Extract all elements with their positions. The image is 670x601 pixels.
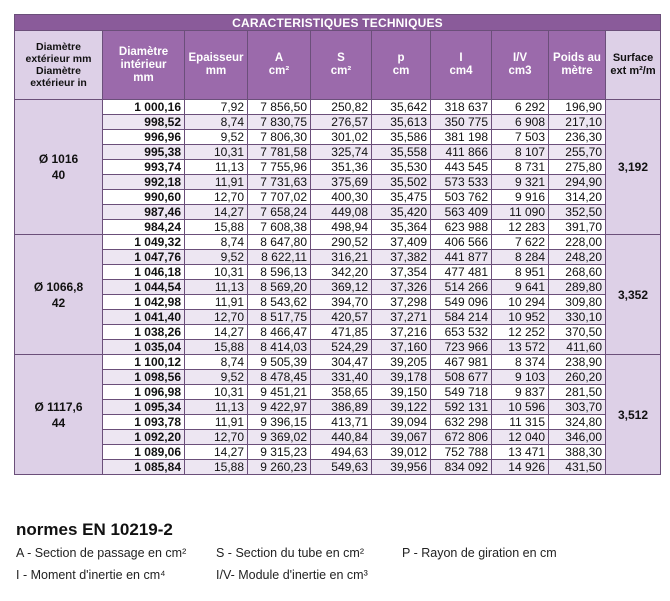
- cell-iv: 13 471: [492, 445, 549, 460]
- cell-a: 8 414,03: [248, 340, 311, 355]
- group-diameter-mm: Ø 1066,8: [33, 279, 84, 294]
- cell-i: 441 877: [431, 250, 492, 265]
- header-line: p: [397, 52, 405, 64]
- cell-s: 413,71: [311, 415, 372, 430]
- cell-p: 39,956: [372, 460, 431, 475]
- cell-a: 9 396,15: [248, 415, 311, 430]
- cell-i: 672 806: [431, 430, 492, 445]
- cell-poids: 217,10: [549, 115, 606, 130]
- cell-a: 9 315,23: [248, 445, 311, 460]
- cell-epaisseur: 12,70: [185, 190, 248, 205]
- cell-p: 35,558: [372, 145, 431, 160]
- header-line: I/V: [512, 52, 528, 64]
- group-surface-cell: 3,512: [606, 355, 661, 475]
- cell-a: 8 569,20: [248, 280, 311, 295]
- table-row: [15, 235, 661, 250]
- cell-a: 7 830,75: [248, 115, 311, 130]
- header-line: cm: [392, 65, 410, 77]
- cell-iv: 14 926: [492, 460, 549, 475]
- cell-i: 350 775: [431, 115, 492, 130]
- cell-iv: 11 090: [492, 205, 549, 220]
- header-line: Epaisseur: [188, 52, 244, 64]
- group-diameter-mm: Ø 1016: [38, 152, 79, 166]
- cell-i: 592 131: [431, 400, 492, 415]
- cell-poids: 294,90: [549, 175, 606, 190]
- cell-iv: 8 374: [492, 355, 549, 370]
- header-line: Diamètre: [36, 65, 81, 77]
- table-row: [15, 415, 661, 430]
- cell-iv: 13 572: [492, 340, 549, 355]
- cell-epaisseur: 15,88: [185, 340, 248, 355]
- cell-poids: 275,80: [549, 160, 606, 175]
- cell-epaisseur: 7,92: [185, 100, 248, 115]
- cell-epaisseur: 12,70: [185, 310, 248, 325]
- cell-epaisseur: 11,91: [185, 175, 248, 190]
- cell-iv: 7 622: [492, 235, 549, 250]
- legend-p: P - Rayon de giration en cm: [402, 546, 557, 560]
- legend-a: A - Section de passage en cm²: [16, 546, 187, 560]
- cell-s: 358,65: [311, 385, 372, 400]
- cell-diam-int: 987,46: [103, 205, 185, 220]
- cell-a: 7 608,38: [248, 220, 311, 235]
- cell-poids: 238,90: [549, 355, 606, 370]
- cell-diam-int: 992,18: [103, 175, 185, 190]
- cell-poids: 324,80: [549, 415, 606, 430]
- cell-s: 549,63: [311, 460, 372, 475]
- cell-s: 301,02: [311, 130, 372, 145]
- header-iv: [492, 31, 549, 100]
- cell-s: 524,29: [311, 340, 372, 355]
- cell-i: 503 762: [431, 190, 492, 205]
- cell-p: 35,613: [372, 115, 431, 130]
- table-row: [15, 205, 661, 220]
- legend-i: I - Moment d'inertie en cm⁴: [16, 568, 166, 582]
- cell-iv: 12 040: [492, 430, 549, 445]
- cell-i: 318 637: [431, 100, 492, 115]
- cell-p: 35,642: [372, 100, 431, 115]
- cell-epaisseur: 14,27: [185, 205, 248, 220]
- cell-epaisseur: 8,74: [185, 355, 248, 370]
- cell-a: 7 658,24: [248, 205, 311, 220]
- cell-i: 723 966: [431, 340, 492, 355]
- legend-iv: I/V- Module d'inertie en cm³: [216, 568, 368, 582]
- cell-a: 7 806,30: [248, 130, 311, 145]
- cell-diam-int: 1 096,98: [103, 385, 185, 400]
- cell-poids: 431,50: [549, 460, 606, 475]
- cell-s: 276,57: [311, 115, 372, 130]
- table-row: [15, 430, 661, 445]
- cell-diam-int: 998,52: [103, 115, 185, 130]
- cell-i: 584 214: [431, 310, 492, 325]
- cell-poids: 314,20: [549, 190, 606, 205]
- cell-s: 325,74: [311, 145, 372, 160]
- cell-i: 411 866: [431, 145, 492, 160]
- cell-s: 342,20: [311, 265, 372, 280]
- cell-a: 7 856,50: [248, 100, 311, 115]
- cell-a: 7 781,58: [248, 145, 311, 160]
- cell-diam-int: 995,38: [103, 145, 185, 160]
- cell-diam-int: 1 042,98: [103, 295, 185, 310]
- cell-diam-int: 993,74: [103, 160, 185, 175]
- cell-a: 7 707,02: [248, 190, 311, 205]
- cell-s: 369,12: [311, 280, 372, 295]
- table-row: [15, 295, 661, 310]
- cell-a: 8 647,80: [248, 235, 311, 250]
- cell-diam-int: 996,96: [103, 130, 185, 145]
- header-line: Diamètre: [36, 41, 81, 53]
- table-row: [15, 445, 661, 460]
- header-diam-ext: [15, 31, 103, 100]
- cell-iv: 10 596: [492, 400, 549, 415]
- cell-a: 8 543,62: [248, 295, 311, 310]
- header-line: ext m²/m: [610, 65, 656, 77]
- cell-a: 9 505,39: [248, 355, 311, 370]
- cell-iv: 7 503: [492, 130, 549, 145]
- cell-p: 39,150: [372, 385, 431, 400]
- cell-i: 632 298: [431, 415, 492, 430]
- cell-diam-int: 1 089,06: [103, 445, 185, 460]
- cell-iv: 9 321: [492, 175, 549, 190]
- cell-s: 304,47: [311, 355, 372, 370]
- cell-epaisseur: 15,88: [185, 460, 248, 475]
- group-surface-cell: 3,352: [606, 235, 661, 355]
- group-diameter-cell: [15, 100, 103, 235]
- legend-s: S - Section du tube en cm²: [216, 546, 364, 560]
- group-surface-cell: 3,192: [606, 100, 661, 235]
- header-row: [15, 31, 661, 100]
- cell-a: 9 369,02: [248, 430, 311, 445]
- table-row: [15, 310, 661, 325]
- cell-s: 494,63: [311, 445, 372, 460]
- cell-poids: 228,00: [549, 235, 606, 250]
- cell-epaisseur: 12,70: [185, 430, 248, 445]
- cell-iv: 12 283: [492, 220, 549, 235]
- norm-title: normes EN 10219-2: [16, 520, 173, 539]
- cell-epaisseur: 11,13: [185, 400, 248, 415]
- cell-i: 549 718: [431, 385, 492, 400]
- cell-iv: 8 107: [492, 145, 549, 160]
- cell-i: 467 981: [431, 355, 492, 370]
- cell-diam-int: 1 041,40: [103, 310, 185, 325]
- cell-epaisseur: 10,31: [185, 385, 248, 400]
- cell-p: 35,420: [372, 205, 431, 220]
- table-row: [15, 385, 661, 400]
- table-row: [15, 100, 661, 115]
- technical-specs-table: [14, 14, 661, 475]
- cell-diam-int: 1 035,04: [103, 340, 185, 355]
- header-line: Poids au: [553, 52, 601, 64]
- table-row: [15, 115, 661, 130]
- cell-iv: 9 837: [492, 385, 549, 400]
- cell-i: 549 096: [431, 295, 492, 310]
- cell-poids: 309,80: [549, 295, 606, 310]
- cell-diam-int: 1 092,20: [103, 430, 185, 445]
- cell-p: 37,271: [372, 310, 431, 325]
- cell-a: 9 260,23: [248, 460, 311, 475]
- cell-diam-int: 1 093,78: [103, 415, 185, 430]
- group-diameter-in: 44: [51, 415, 66, 430]
- group-diameter-in: 42: [51, 295, 66, 310]
- cell-iv: 8 731: [492, 160, 549, 175]
- cell-poids: 255,70: [549, 145, 606, 160]
- cell-s: 471,85: [311, 325, 372, 340]
- cell-epaisseur: 9,52: [185, 250, 248, 265]
- cell-diam-int: 990,60: [103, 190, 185, 205]
- cell-poids: 391,70: [549, 220, 606, 235]
- cell-s: 420,57: [311, 310, 372, 325]
- cell-poids: 196,90: [549, 100, 606, 115]
- cell-a: 7 731,63: [248, 175, 311, 190]
- cell-poids: 236,30: [549, 130, 606, 145]
- header-line: cm²: [268, 65, 290, 77]
- cell-iv: 8 951: [492, 265, 549, 280]
- header-poids: [549, 31, 606, 100]
- cell-epaisseur: 10,31: [185, 265, 248, 280]
- cell-a: 7 755,96: [248, 160, 311, 175]
- cell-i: 406 566: [431, 235, 492, 250]
- cell-i: 443 545: [431, 160, 492, 175]
- cell-s: 400,30: [311, 190, 372, 205]
- cell-epaisseur: 9,52: [185, 370, 248, 385]
- cell-p: 37,409: [372, 235, 431, 250]
- cell-poids: 411,60: [549, 340, 606, 355]
- table-row: [15, 265, 661, 280]
- header-line: mètre: [561, 65, 593, 77]
- cell-p: 35,502: [372, 175, 431, 190]
- cell-s: 316,21: [311, 250, 372, 265]
- cell-poids: 352,50: [549, 205, 606, 220]
- cell-a: 9 422,97: [248, 400, 311, 415]
- cell-iv: 6 292: [492, 100, 549, 115]
- cell-a: 8 478,45: [248, 370, 311, 385]
- cell-epaisseur: 11,13: [185, 160, 248, 175]
- cell-epaisseur: 8,74: [185, 235, 248, 250]
- cell-i: 834 092: [431, 460, 492, 475]
- table-row: [15, 370, 661, 385]
- cell-diam-int: 1 046,18: [103, 265, 185, 280]
- header-i: [431, 31, 492, 100]
- cell-p: 35,530: [372, 160, 431, 175]
- header-line: intérieur: [120, 58, 167, 71]
- header-line: cm²: [330, 65, 352, 77]
- cell-diam-int: 984,24: [103, 220, 185, 235]
- table-row: [15, 280, 661, 295]
- cell-diam-int: 1 047,76: [103, 250, 185, 265]
- header-a: [248, 31, 311, 100]
- cell-iv: 12 252: [492, 325, 549, 340]
- cell-s: 250,82: [311, 100, 372, 115]
- cell-p: 39,122: [372, 400, 431, 415]
- cell-a: 8 517,75: [248, 310, 311, 325]
- group-diameter-mm: Ø 1117,6: [34, 399, 83, 414]
- table-row: [15, 220, 661, 235]
- header-line: A: [274, 52, 284, 64]
- table-row: [15, 250, 661, 265]
- cell-diam-int: 1 095,34: [103, 400, 185, 415]
- table-row: [15, 145, 661, 160]
- table-title: CARACTERISTIQUES TECHNIQUES: [15, 15, 661, 31]
- cell-iv: 10 952: [492, 310, 549, 325]
- header-line: mm: [133, 71, 154, 84]
- cell-poids: 260,20: [549, 370, 606, 385]
- cell-iv: 10 294: [492, 295, 549, 310]
- cell-poids: 370,50: [549, 325, 606, 340]
- table-body: [15, 100, 661, 475]
- cell-i: 514 266: [431, 280, 492, 295]
- cell-a: 9 451,21: [248, 385, 311, 400]
- cell-p: 35,475: [372, 190, 431, 205]
- cell-epaisseur: 11,91: [185, 295, 248, 310]
- cell-iv: 9 916: [492, 190, 549, 205]
- cell-p: 39,012: [372, 445, 431, 460]
- technical-specs-table-container: [14, 14, 660, 475]
- header-line: S: [337, 52, 345, 64]
- table-row: [15, 325, 661, 340]
- header-line: mm: [205, 65, 227, 77]
- cell-s: 449,08: [311, 205, 372, 220]
- cell-iv: 9 641: [492, 280, 549, 295]
- header-epaisseur: [185, 31, 248, 100]
- cell-s: 351,36: [311, 160, 372, 175]
- cell-i: 381 198: [431, 130, 492, 145]
- cell-epaisseur: 9,52: [185, 130, 248, 145]
- cell-iv: 8 284: [492, 250, 549, 265]
- cell-iv: 11 315: [492, 415, 549, 430]
- cell-p: 39,067: [372, 430, 431, 445]
- table-row: [15, 460, 661, 475]
- table-row: [15, 340, 661, 355]
- cell-i: 752 788: [431, 445, 492, 460]
- table-row: [15, 400, 661, 415]
- cell-a: 8 596,13: [248, 265, 311, 280]
- cell-p: 37,160: [372, 340, 431, 355]
- cell-diam-int: 1 085,84: [103, 460, 185, 475]
- cell-s: 290,52: [311, 235, 372, 250]
- cell-p: 39,205: [372, 355, 431, 370]
- header-line: extérieur mm: [25, 53, 92, 65]
- cell-i: 508 677: [431, 370, 492, 385]
- table-row: [15, 160, 661, 175]
- cell-i: 653 532: [431, 325, 492, 340]
- cell-diam-int: 1 100,12: [103, 355, 185, 370]
- cell-p: 37,354: [372, 265, 431, 280]
- cell-s: 440,84: [311, 430, 372, 445]
- cell-p: 35,586: [372, 130, 431, 145]
- table-row: [15, 190, 661, 205]
- cell-i: 573 533: [431, 175, 492, 190]
- header-p: [372, 31, 431, 100]
- cell-p: 37,298: [372, 295, 431, 310]
- header-line: extérieur in: [30, 77, 87, 89]
- cell-s: 375,69: [311, 175, 372, 190]
- cell-s: 331,40: [311, 370, 372, 385]
- header-line: Diamètre: [118, 45, 169, 58]
- cell-poids: 248,20: [549, 250, 606, 265]
- header-diam-int: [103, 31, 185, 100]
- cell-a: 8 622,11: [248, 250, 311, 265]
- cell-poids: 281,50: [549, 385, 606, 400]
- cell-p: 35,364: [372, 220, 431, 235]
- cell-p: 37,382: [372, 250, 431, 265]
- cell-epaisseur: 11,13: [185, 280, 248, 295]
- table-row: [15, 130, 661, 145]
- header-line: cm4: [449, 65, 473, 77]
- group-diameter-cell: [15, 355, 103, 475]
- cell-a: 8 466,47: [248, 325, 311, 340]
- cell-epaisseur: 14,27: [185, 445, 248, 460]
- cell-s: 498,94: [311, 220, 372, 235]
- cell-epaisseur: 11,91: [185, 415, 248, 430]
- cell-poids: 268,60: [549, 265, 606, 280]
- cell-epaisseur: 8,74: [185, 115, 248, 130]
- header-surface: [606, 31, 661, 100]
- cell-p: 37,326: [372, 280, 431, 295]
- cell-diam-int: 1 098,56: [103, 370, 185, 385]
- cell-i: 477 481: [431, 265, 492, 280]
- cell-iv: 6 908: [492, 115, 549, 130]
- cell-i: 563 409: [431, 205, 492, 220]
- cell-epaisseur: 10,31: [185, 145, 248, 160]
- cell-s: 394,70: [311, 295, 372, 310]
- header-line: cm3: [508, 65, 532, 77]
- header-line: Surface: [612, 52, 654, 64]
- cell-diam-int: 1 038,26: [103, 325, 185, 340]
- table-row: [15, 355, 661, 370]
- cell-diam-int: 1 000,16: [103, 100, 185, 115]
- cell-poids: 346,00: [549, 430, 606, 445]
- cell-i: 623 988: [431, 220, 492, 235]
- cell-iv: 9 103: [492, 370, 549, 385]
- cell-poids: 388,30: [549, 445, 606, 460]
- cell-epaisseur: 14,27: [185, 325, 248, 340]
- cell-p: 39,094: [372, 415, 431, 430]
- group-diameter-in: 40: [51, 168, 66, 182]
- cell-p: 39,178: [372, 370, 431, 385]
- cell-diam-int: 1 044,54: [103, 280, 185, 295]
- header-s: [311, 31, 372, 100]
- group-diameter-cell: [15, 235, 103, 355]
- cell-poids: 330,10: [549, 310, 606, 325]
- cell-diam-int: 1 049,32: [103, 235, 185, 250]
- header-line: I: [459, 52, 463, 64]
- table-row: [15, 175, 661, 190]
- cell-poids: 303,70: [549, 400, 606, 415]
- cell-epaisseur: 15,88: [185, 220, 248, 235]
- cell-poids: 289,80: [549, 280, 606, 295]
- cell-p: 37,216: [372, 325, 431, 340]
- cell-s: 386,89: [311, 400, 372, 415]
